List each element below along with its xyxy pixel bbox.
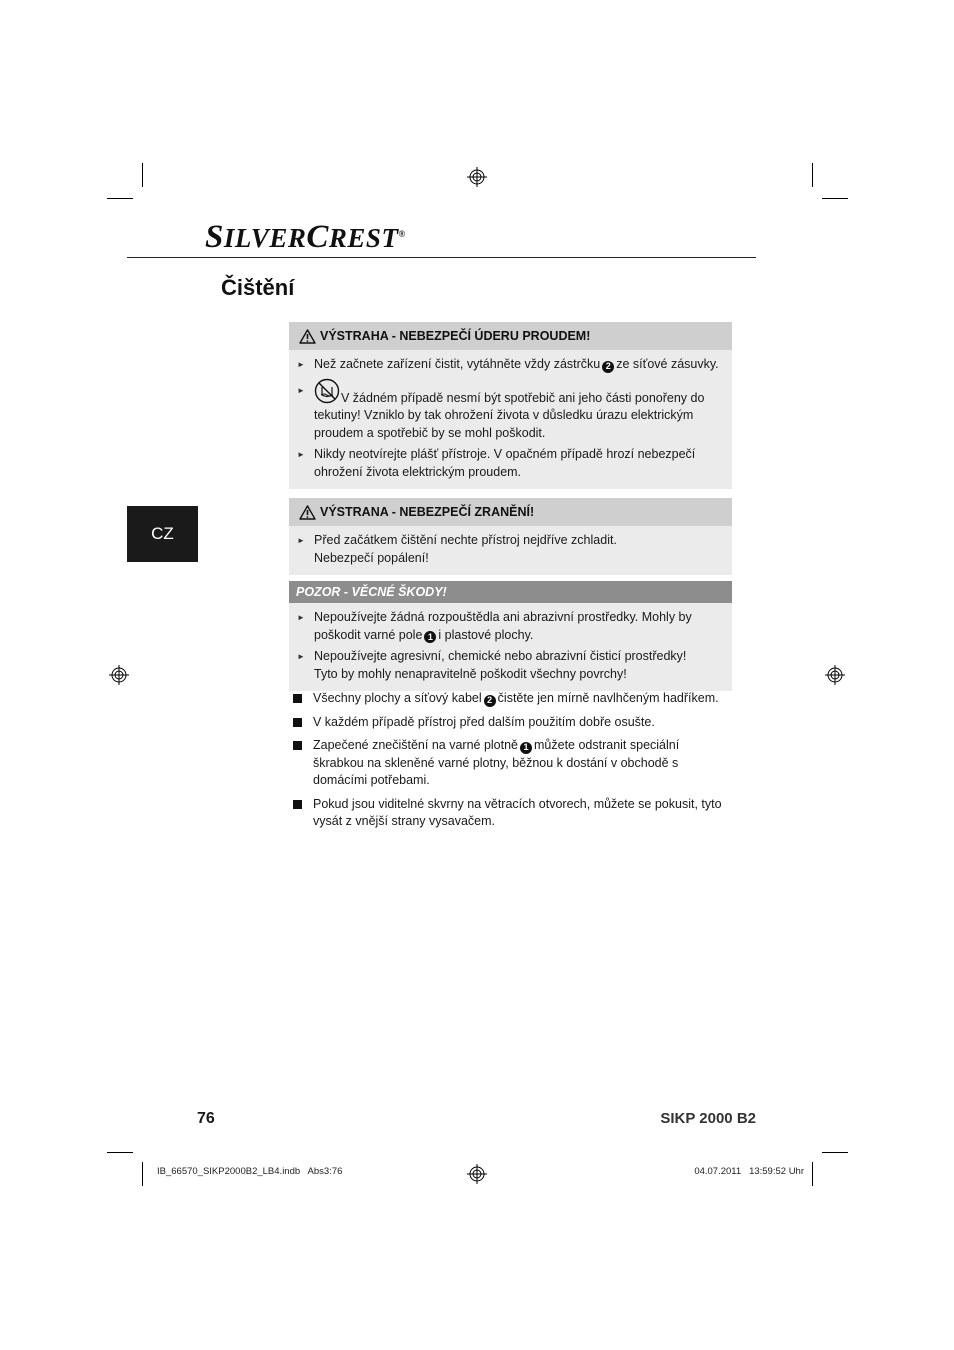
list-item: Pokud jsou viditelné skvrny na větracích otvorech, můžete se pokusit, tyto vysát z vnější strany vysavačem. <box>292 796 732 831</box>
list-item: Zapečené znečištění na varné plotně 1 můžete odstranit speciální škrabkou na skleněné varné plotny, běžnou k dostání v obchodě s domácími potřebami. <box>292 737 732 790</box>
arrow-bullet-icon: ► <box>297 613 305 622</box>
warning-electric-heading: VÝSTRAHA - NEBEZPEČÍ ÚDERU PROUDEM! <box>289 322 732 350</box>
warning-electric-box <box>289 322 732 489</box>
reference-number-badge: 2 <box>484 695 496 707</box>
list-item: ► Nepoužívejte žádná rozpouštědla ani abrazivní prostředky. Mohly by poškodit varné pole 1 i plastové plochy. <box>297 609 724 644</box>
reference-number-badge: 1 <box>520 742 532 754</box>
registration-mark-icon <box>109 665 129 685</box>
square-bullet-icon <box>293 741 302 750</box>
registration-mark-icon <box>467 167 487 187</box>
crop-mark <box>822 1152 848 1153</box>
crop-mark <box>107 198 133 199</box>
reference-number-badge: 2 <box>602 361 614 373</box>
crop-mark <box>142 1162 143 1186</box>
registration-mark-icon <box>825 665 845 685</box>
page-title: Čištění <box>221 275 295 300</box>
list-item: Všechny plochy a síťový kabel 2 čistěte jen mírně navlhčeným hadříkem. <box>292 690 732 708</box>
list-item: ► Před začátkem čištění nechte přístroj nejdříve zchladit. Nebezpečí popálení! <box>297 532 724 567</box>
list-item: ► V žádném případě nesmí být spotřebič ani jeho části ponořeny do tekutiny! Vzniklo by tak ohrožení života v důsledku úrazu elektrickým proudem a spotřebič by se mohl poškodit. <box>297 378 724 443</box>
caution-damage-box <box>289 581 732 691</box>
no-immersion-icon <box>314 378 340 404</box>
list-item: ► Nikdy neotvírejte plášť přístroje. V opačném případě hrozí nebezpečí ohrožení života elektrickým proudem. <box>297 446 724 481</box>
square-bullet-icon <box>293 718 302 727</box>
warning-triangle-icon <box>299 505 316 520</box>
crop-mark <box>822 198 848 199</box>
arrow-bullet-icon: ► <box>297 385 305 395</box>
registration-mark-icon <box>467 1164 487 1184</box>
arrow-bullet-icon: ► <box>297 360 305 369</box>
arrow-bullet-icon: ► <box>297 450 305 459</box>
warning-injury-box <box>289 498 732 575</box>
caution-damage-heading: POZOR - VĚCNÉ ŠKODY! <box>289 581 732 603</box>
square-bullet-icon <box>293 694 302 703</box>
list-item: V každém případě přístroj před dalším použitím dobře osušte. <box>292 714 732 732</box>
crop-mark <box>812 163 813 187</box>
brand-logo: SILVERCREST® <box>205 219 406 255</box>
language-tab: CZ <box>127 506 198 562</box>
model-name: SIKP 2000 B2 <box>660 1110 756 1127</box>
list-item: ► Než začnete zařízení čistit, vytáhněte vždy zástrčku 2 ze síťové zásuvky. <box>297 356 724 374</box>
warning-injury-heading: VÝSTRANA - NEBEZPEČÍ ZRANĚNÍ! <box>289 498 732 526</box>
page-number: 76 <box>197 1110 215 1127</box>
arrow-bullet-icon: ► <box>297 652 305 661</box>
warning-triangle-icon <box>299 329 316 344</box>
crop-mark <box>812 1162 813 1186</box>
reference-number-badge: 1 <box>424 631 436 643</box>
cleaning-steps <box>292 690 732 837</box>
header-rule <box>127 257 756 258</box>
list-item: ► Nepoužívejte agresivní, chemické nebo abrazivní čisticí prostředky! Tyto by mohly nenapravitelně poškodit všechny povrchy! <box>297 648 724 683</box>
square-bullet-icon <box>293 800 302 809</box>
arrow-bullet-icon: ► <box>297 536 305 545</box>
crop-mark <box>142 163 143 187</box>
print-slug-right: 04.07.2011 13:59:52 Uhr <box>694 1166 804 1177</box>
crop-mark <box>107 1152 133 1153</box>
print-slug-left: IB_66570_SIKP2000B2_LB4.indb Abs3:76 <box>157 1166 343 1177</box>
